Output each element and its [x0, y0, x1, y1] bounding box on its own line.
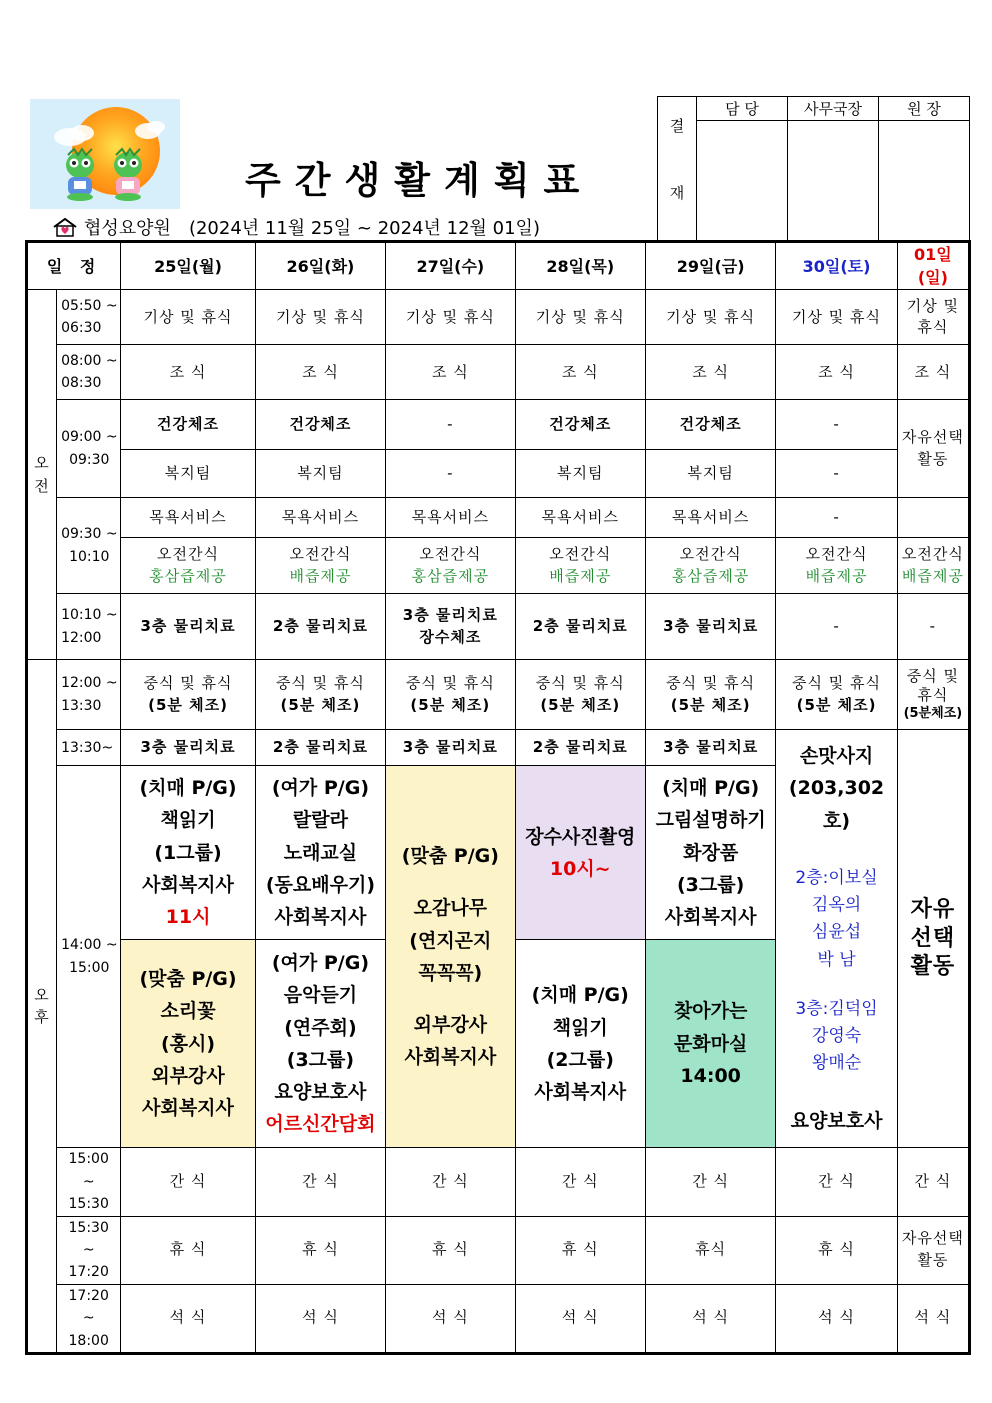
- cell-wake-wed: 기상 및 휴식: [386, 290, 515, 345]
- cell-physiopm-fri: 3층 물리치료: [645, 730, 775, 766]
- schedule-header: 일 정: [27, 242, 121, 290]
- cell-snack-sun: 간 식: [897, 1148, 969, 1216]
- cell-welfare-fri: 복지팀: [645, 450, 775, 498]
- row-welfare: [27, 450, 970, 498]
- document-header: [0, 0, 992, 240]
- time-0930: 09:30 ~ 10:10: [57, 498, 121, 594]
- period-pm-label: 오 후: [27, 660, 57, 1354]
- cell-amsnack-mon: 오전간식 홍삼즙제공: [121, 538, 255, 594]
- time-0900: 09:00 ~ 09:30: [57, 400, 121, 498]
- cell-wake-sat: 기상 및 휴식: [776, 290, 897, 345]
- cell-wake-tue: 기상 및 휴식: [255, 290, 385, 345]
- approval-col-secretary: 사무국장: [788, 97, 879, 121]
- cell-wake-thu: 기상 및 휴식: [515, 290, 645, 345]
- cell-snack-tue: 간 식: [255, 1148, 385, 1216]
- cell-wake-mon: 기상 및 휴식: [121, 290, 255, 345]
- approval-sign-manager[interactable]: [697, 121, 788, 241]
- row-rest: [27, 1216, 970, 1284]
- approval-col-director: 원 장: [879, 97, 970, 121]
- cell-rest-mon: 휴 식: [121, 1216, 255, 1284]
- header-row: [27, 242, 970, 290]
- cell-free-activity-pm-sun: 자유 선택 활동: [897, 730, 969, 1148]
- cell-snack-mon: 간 식: [121, 1148, 255, 1216]
- cell-lunch-thu: 중식 및 휴식 (5분 체조): [515, 660, 645, 730]
- cell-welfare-mon: 복지팀: [121, 450, 255, 498]
- cell-physio-sat: -: [776, 594, 897, 660]
- date-range: (2024년 11월 25일 ~ 2024년 12월 01일): [188, 218, 540, 239]
- approval-col-manager: 담 당: [697, 97, 788, 121]
- time-1010: 10:10 ~ 12:00: [57, 594, 121, 660]
- day-header-fri: 29일(금): [645, 242, 775, 290]
- cell-breakfast-sat: 조 식: [776, 345, 897, 400]
- approval-label: 결 재: [658, 97, 697, 241]
- weekly-schedule-table: [25, 240, 971, 1355]
- row-physio-pm: [27, 730, 970, 766]
- cell-snack-sat: 간 식: [776, 1148, 897, 1216]
- cell-program-thu-1: 장수사진촬영 10시~: [515, 766, 645, 940]
- cell-free-activity-am-sun: 자유선택 활동: [897, 400, 969, 498]
- approval-sign-secretary[interactable]: [788, 121, 879, 241]
- cell-welfare-sat: -: [776, 450, 897, 498]
- cell-lunch-tue: 중식 및 휴식 (5분 체조): [255, 660, 385, 730]
- cell-physio-sun: -: [897, 594, 969, 660]
- cell-breakfast-mon: 조 식: [121, 345, 255, 400]
- cell-program-mon-1: (치매 P/G) 책읽기 (1그룹) 사회복지사 11시: [121, 766, 255, 940]
- cell-breakfast-thu: 조 식: [515, 345, 645, 400]
- cell-exercise-fri: 건강체조: [645, 400, 775, 450]
- cell-physiopm-tue: 2층 물리치료: [255, 730, 385, 766]
- cell-breakfast-wed: 조 식: [386, 345, 515, 400]
- cell-amsnack-fri: 오전간식 홍삼즙제공: [645, 538, 775, 594]
- time-1330: 13:30~: [57, 730, 121, 766]
- cell-exercise-wed: -: [386, 400, 515, 450]
- cell-program-wed: (맞춤 P/G) 오감나무 (연지곤지 꼭꼭꼭) 외부강사 사회복지사: [386, 766, 515, 1148]
- cell-bath-fri: 목욕서비스: [645, 498, 775, 538]
- cell-program-tue-1: (여가 P/G) 랄랄라 노래교실 (동요배우기) 사회복지사: [255, 766, 385, 940]
- cell-breakfast-tue: 조 식: [255, 345, 385, 400]
- cell-lunch-mon: 중식 및 휴식 (5분 체조): [121, 660, 255, 730]
- row-breakfast: [27, 345, 970, 400]
- cell-physiopm-wed: 3층 물리치료: [386, 730, 515, 766]
- day-header-wed: 27일(수): [386, 242, 515, 290]
- cell-amsnack-thu: 오전간식 배즙제공: [515, 538, 645, 594]
- cell-dinner-sun: 석 식: [897, 1284, 969, 1353]
- row-bath: [27, 498, 970, 538]
- cell-exercise-thu: 건강체조: [515, 400, 645, 450]
- cell-rest-fri: 휴식: [645, 1216, 775, 1284]
- page-title: 주간생활계획표: [245, 159, 594, 202]
- cell-physiopm-thu: 2층 물리치료: [515, 730, 645, 766]
- day-header-mon: 25일(월): [121, 242, 255, 290]
- cell-lunch-sun: 중식 및 휴식 (5분체조): [897, 660, 969, 730]
- approval-sign-director[interactable]: [879, 121, 970, 241]
- cell-lunch-sat: 중식 및 휴식 (5분 체조): [776, 660, 897, 730]
- logo-sun-mascots-icon: [30, 99, 180, 209]
- cell-breakfast-fri: 조 식: [645, 345, 775, 400]
- cell-physio-thu: 2층 물리치료: [515, 594, 645, 660]
- day-header-sun: 01일(일): [897, 242, 969, 290]
- row-wake: [27, 290, 970, 345]
- cell-wake-sun: 기상 및 휴식: [897, 290, 969, 345]
- cell-rest-thu: 휴 식: [515, 1216, 645, 1284]
- cell-snack-fri: 간 식: [645, 1148, 775, 1216]
- cell-lunch-wed: 중식 및 휴식 (5분 체조): [386, 660, 515, 730]
- row-pm-snack: [27, 1148, 970, 1216]
- org-and-period: [52, 214, 540, 240]
- org-name: 협성요양원: [84, 218, 171, 239]
- cell-dinner-thu: 석 식: [515, 1284, 645, 1353]
- cell-physio-fri: 3층 물리치료: [645, 594, 775, 660]
- cell-amsnack-sat: 오전간식 배즙제공: [776, 538, 897, 594]
- cell-bath-sat: -: [776, 498, 897, 538]
- time-1720: 17:20 ~ 18:00: [57, 1284, 121, 1353]
- cell-exercise-mon: 건강체조: [121, 400, 255, 450]
- cell-physio-tue: 2층 물리치료: [255, 594, 385, 660]
- cell-amsnack-wed: 오전간식 홍삼즙제공: [386, 538, 515, 594]
- cell-breakfast-sun: 조 식: [897, 345, 969, 400]
- cell-program-fri-2: 찾아가는 문화마실 14:00: [645, 940, 775, 1148]
- period-am-label: 오 전: [27, 290, 57, 660]
- cell-bath-sun: [897, 498, 969, 538]
- cell-program-thu-2: (치매 P/G) 책읽기 (2그룹) 사회복지사: [515, 940, 645, 1148]
- cell-bath-tue: 목욕서비스: [255, 498, 385, 538]
- cell-program-fri-1: (치매 P/G) 그림설명하기 화장품 (3그룹) 사회복지사: [645, 766, 775, 940]
- row-am-snack: [27, 538, 970, 594]
- cell-exercise-tue: 건강체조: [255, 400, 385, 450]
- cell-physiopm-mon: 3층 물리치료: [121, 730, 255, 766]
- cell-dinner-sat: 석 식: [776, 1284, 897, 1353]
- cell-dinner-mon: 석 식: [121, 1284, 255, 1353]
- cell-program-mon-2: (맞춤 P/G) 소리꽃 (홍시) 외부강사 사회복지사: [121, 940, 255, 1148]
- time-1200: 12:00 ~ 13:30: [57, 660, 121, 730]
- cell-wake-fri: 기상 및 휴식: [645, 290, 775, 345]
- cell-bath-mon: 목욕서비스: [121, 498, 255, 538]
- day-header-tue: 26일(화): [255, 242, 385, 290]
- cell-bath-thu: 목욕서비스: [515, 498, 645, 538]
- time-0550: 05:50 ~ 06:30: [57, 290, 121, 345]
- cell-physio-wed: 3층 물리치료 장수체조: [386, 594, 515, 660]
- cell-rest-sat: 휴 식: [776, 1216, 897, 1284]
- cell-welfare-wed: -: [386, 450, 515, 498]
- house-heart-icon: [52, 217, 78, 237]
- cell-bath-wed: 목욕서비스: [386, 498, 515, 538]
- cell-rest-tue: 휴 식: [255, 1216, 385, 1284]
- cell-physio-mon: 3층 물리치료: [121, 594, 255, 660]
- cell-amsnack-tue: 오전간식 배즙제공: [255, 538, 385, 594]
- time-1500: 15:00 ~ 15:30: [57, 1148, 121, 1216]
- cell-amsnack-sun: 오전간식 배즙제공: [897, 538, 969, 594]
- cell-welfare-thu: 복지팀: [515, 450, 645, 498]
- row-dinner: [27, 1284, 970, 1353]
- cell-snack-wed: 간 식: [386, 1148, 515, 1216]
- cell-massage-sat: 손맛사지 (203,302호) 2층:이보실 김옥의 심윤섭 박 남 3층:김덕임 강영숙 왕매순 요양보호사: [776, 730, 897, 1148]
- time-1530: 15:30 ~ 17:20: [57, 1216, 121, 1284]
- cell-program-tue-2: (여가 P/G) 음악듣기 (연주회) (3그룹) 요양보호사 어르신간담회: [255, 940, 385, 1148]
- cell-lunch-fri: 중식 및 휴식 (5분 체조): [645, 660, 775, 730]
- cell-snack-thu: 간 식: [515, 1148, 645, 1216]
- day-header-thu: 28일(목): [515, 242, 645, 290]
- time-0800: 08:00 ~ 08:30: [57, 345, 121, 400]
- cell-dinner-wed: 석 식: [386, 1284, 515, 1353]
- time-1400: 14:00 ~ 15:00: [57, 766, 121, 1148]
- cell-exercise-sat: -: [776, 400, 897, 450]
- row-exercise: [27, 400, 970, 450]
- day-header-sat: 30일(토): [776, 242, 897, 290]
- approval-box: [657, 96, 970, 241]
- cell-rest-sun: 자유선택 활동: [897, 1216, 969, 1284]
- cell-dinner-fri: 석 식: [645, 1284, 775, 1353]
- cell-welfare-tue: 복지팀: [255, 450, 385, 498]
- cell-dinner-tue: 석 식: [255, 1284, 385, 1353]
- row-physio-am: [27, 594, 970, 660]
- cell-rest-wed: 휴 식: [386, 1216, 515, 1284]
- row-lunch: [27, 660, 970, 730]
